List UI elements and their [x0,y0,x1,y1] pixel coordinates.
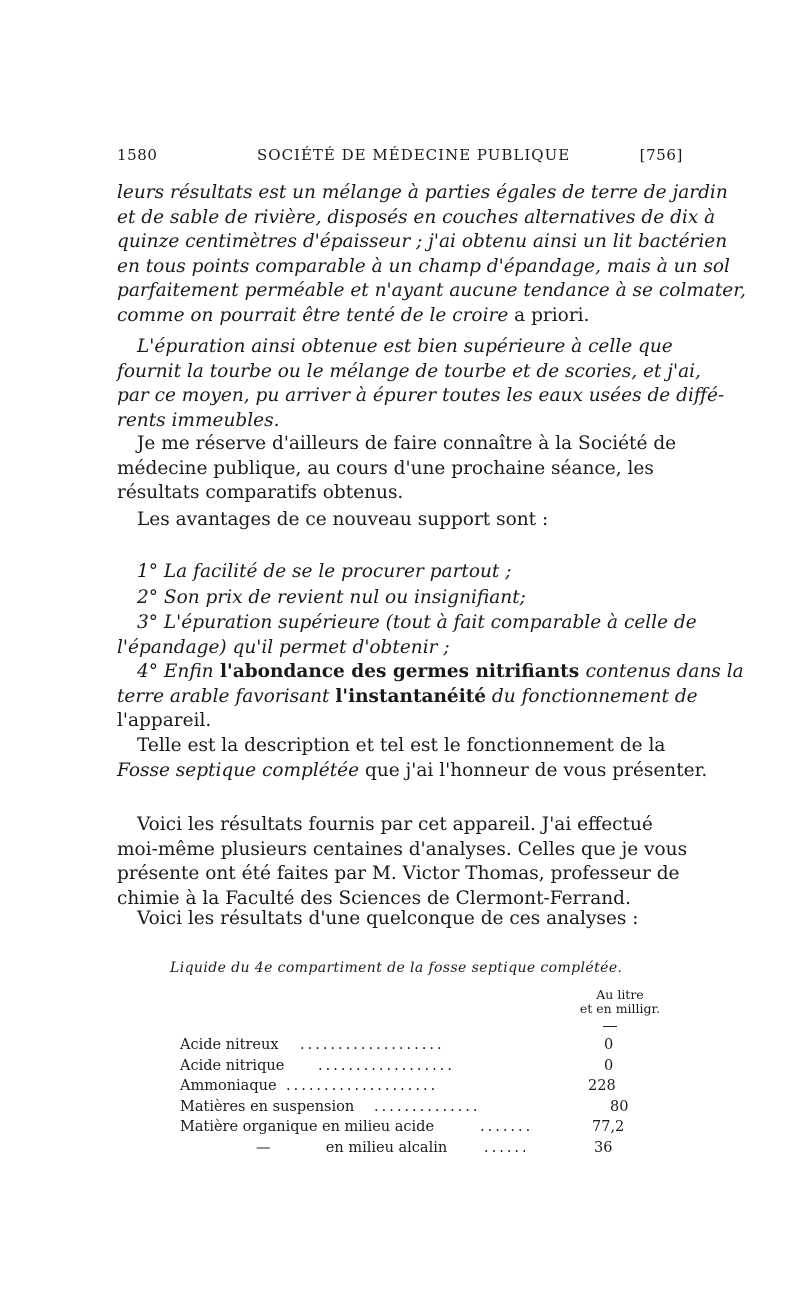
leader-dots: ...... [484,1139,530,1156]
row-value: 77,2 [592,1119,625,1136]
text-line: Telle est la description et tel est le fonctionnement de la [137,735,666,756]
paragraph-6 [117,813,688,911]
row-value: 0 [604,1057,614,1074]
text-line: l'appareil. [117,710,212,732]
text-italic: terre arable favorisant [117,685,336,707]
unit-dash [603,1026,617,1027]
row-label: Acide nitrique [180,1057,285,1074]
row-value: 228 [588,1078,616,1095]
text-line: Je me réserve d'ailleurs de faire connaître à la Société de [137,433,677,454]
row-label: Acide nitreux [180,1037,279,1053]
text-line: par ce moyen, pu arriver à épurer toutes les eaux usées de diffé- [117,385,725,407]
text-line: parfaitement perméable et n'ayant aucune tendance à se colmater, [117,280,746,302]
table-row [180,1138,650,1159]
table-row [180,1076,650,1097]
paragraph-3 [117,432,685,506]
text-line: l'épandage) qu'il permet d'obtenir ; [117,636,450,658]
analysis-table [180,1035,650,1159]
text-line: L'épuration ainsi obtenue est bien supérieure à celle que [137,336,673,357]
row-label: Ammoniaque [180,1078,277,1095]
paragraph-5 [117,734,708,783]
list-item-2 [117,586,685,611]
text-line: et de sable de rivière, disposés en couches alternatives de dix à [117,206,716,228]
text-line: leurs résultats est un mélange à parties égales de terre de jardin [117,182,728,203]
leader-dots: ................... [300,1037,445,1053]
paragraph-2 [117,335,725,433]
text-line: 3° L'épuration supérieure (tout à fait comparable à celle de [137,612,697,633]
text-line: 1° La facilité de se le procurer partout ; [137,561,512,582]
text-roman: l'abondance des germes nitrifiants [213,661,586,682]
table-row [180,1117,650,1138]
table-row [180,1056,650,1077]
row-value: 36 [594,1139,613,1156]
leader-dots: .................. [318,1057,455,1074]
text-italic: comme on pourrait être tenté de le croire [117,304,509,326]
text-line: en tous points comparable à un champ d'épandage, mais à un sol [117,255,730,277]
text-italic: du fonctionnement de [486,685,698,707]
unit-line-1: Au litre [596,987,644,1002]
row-label: Matières en suspension [180,1098,355,1115]
text-line: présente ont été faites par M. Victor Thomas, professeur de [117,863,680,885]
list-item-4 [117,660,744,734]
running-title: SOCIÉTÉ DE MÉDECINE PUBLIQUE [257,146,571,164]
paragraph-1 [117,181,746,329]
table-row [180,1035,650,1056]
text-line: Voici les résultats d'une quelconque de ces analyses : [137,908,639,929]
text-italic: Fosse septique complétée [117,759,360,781]
text-line: 2° Son prix de revient nul ou insignifiant; [137,587,526,608]
text-line [117,759,708,784]
text-line: fournit la tourbe ou le mélange de tourbe et de scories, et j'ai, [117,360,701,382]
text-line: moi-même plusieurs centaines d'analyses. Celles que je vous [117,838,688,860]
text-roman: a priori. [508,304,590,326]
table-row [180,1097,650,1118]
leader-dots: ....... [480,1119,534,1136]
list-item-1 [117,560,685,585]
leader-dots: .................... [286,1078,439,1095]
text-italic: 4° Enfin [137,661,214,682]
text-line [117,660,744,685]
row-value: 80 [610,1098,629,1115]
text-line: chimie à la Faculté des Sciences de Clermont-Ferrand. [117,887,631,909]
leader-dots: .............. [374,1098,481,1115]
page-header [117,146,683,170]
original-page-number: [756] [639,146,683,164]
list-item-3 [117,611,697,660]
text-line: Les avantages de ce nouveau support sont : [137,509,549,530]
paragraph-4 [117,508,685,533]
text-line: résultats comparatifs obtenus. [117,482,404,504]
table-caption: Liquide du 4e compartiment de la fosse septique complétée. [170,960,623,976]
text-line: quinze centimètres d'épaisseur ; j'ai obtenu ainsi un lit bactérien [117,231,728,253]
row-label: — en milieu alcalin [256,1139,448,1156]
unit-line-2: et en milligr. [579,1001,661,1016]
page-number: 1580 [117,146,158,164]
text-roman: l'instantanéité [335,685,487,707]
text-line [117,304,685,329]
paragraph-7 [117,907,685,932]
text-line [117,685,698,710]
text-line: rents immeubles. [117,409,280,431]
text-line: Voici les résultats fournis par cet appareil. J'ai effectué [137,814,653,835]
row-value: 0 [604,1037,614,1053]
text-roman: que j'ai l'honneur de vous présenter. [359,759,708,781]
text-line: médecine publique, au cours d'une prochaine séance, les [117,457,654,479]
row-label: Matière organique en milieu acide [180,1119,435,1136]
table-unit-header [560,988,680,1016]
text-italic: contenus dans la [585,661,744,682]
